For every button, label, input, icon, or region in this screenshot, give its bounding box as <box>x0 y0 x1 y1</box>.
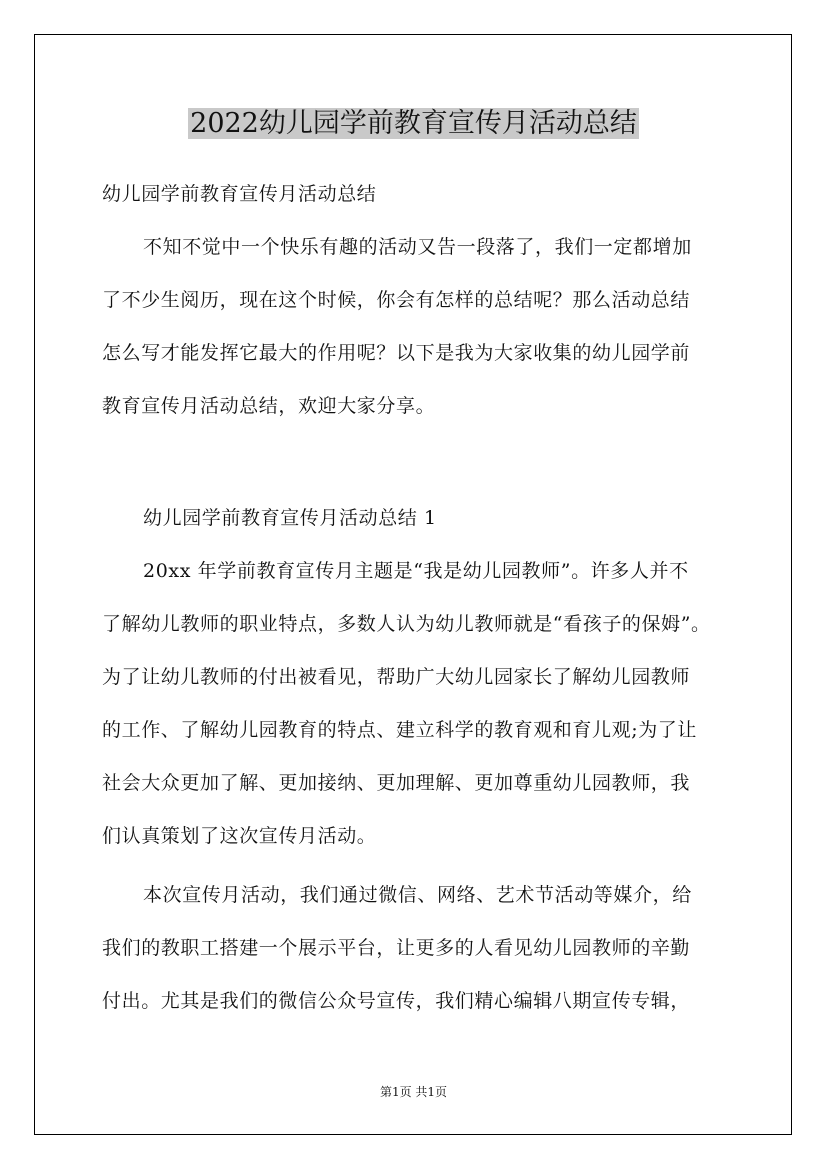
text-line: 社会大众更加了解、更加接纳、更加理解、更加尊重幼儿园教师，我 <box>102 772 691 794</box>
text-line: 了不少生阅历，现在这个时候，你会有怎样的总结呢？那么活动总结 <box>102 289 691 311</box>
document-title-text: 2022幼儿园学前教育宣传月活动总结 <box>190 108 637 139</box>
text-line: 了解幼儿教师的职业特点，多数人认为幼儿教师就是“看孩子的保姆”。 <box>102 613 711 635</box>
text-line: 们认真策划了这次宣传月活动。 <box>102 825 377 847</box>
text-line: 20xx 年学前教育宣传月主题是“我是幼儿园教师”。许多人并不 <box>143 560 689 582</box>
text-line: 付出。尤其是我们的微信公众号宣传，我们精心编辑八期宣传专辑， <box>102 990 691 1012</box>
text-line: 为了让幼儿教师的付出被看见，帮助广大幼儿园家长了解幼儿园教师 <box>102 666 691 688</box>
text-line: 教育宣传月活动总结，欢迎大家分享。 <box>102 395 436 417</box>
text-line: 幼儿园学前教育宣传月活动总结 <box>102 183 377 205</box>
page-number: 第1页 共1页 <box>379 1085 448 1099</box>
text-line: 我们的教职工搭建一个展示平台，让更多的人看见幼儿园教师的辛勤 <box>102 937 691 959</box>
section-heading: 幼儿园学前教育宣传月活动总结 1 <box>143 507 437 529</box>
document-title <box>0 104 827 144</box>
text-line: 不知不觉中一个快乐有趣的活动又告一段落了，我们一定都增加 <box>143 236 692 258</box>
text-line: 的工作、了解幼儿园教育的特点、建立科学的教育观和育儿观;为了让 <box>102 719 698 741</box>
text-line: 怎么写才能发挥它最大的作用呢？以下是我为大家收集的幼儿园学前 <box>102 342 691 364</box>
text-line: 本次宣传月活动，我们通过微信、网络、艺术节活动等媒介，给 <box>143 884 692 906</box>
